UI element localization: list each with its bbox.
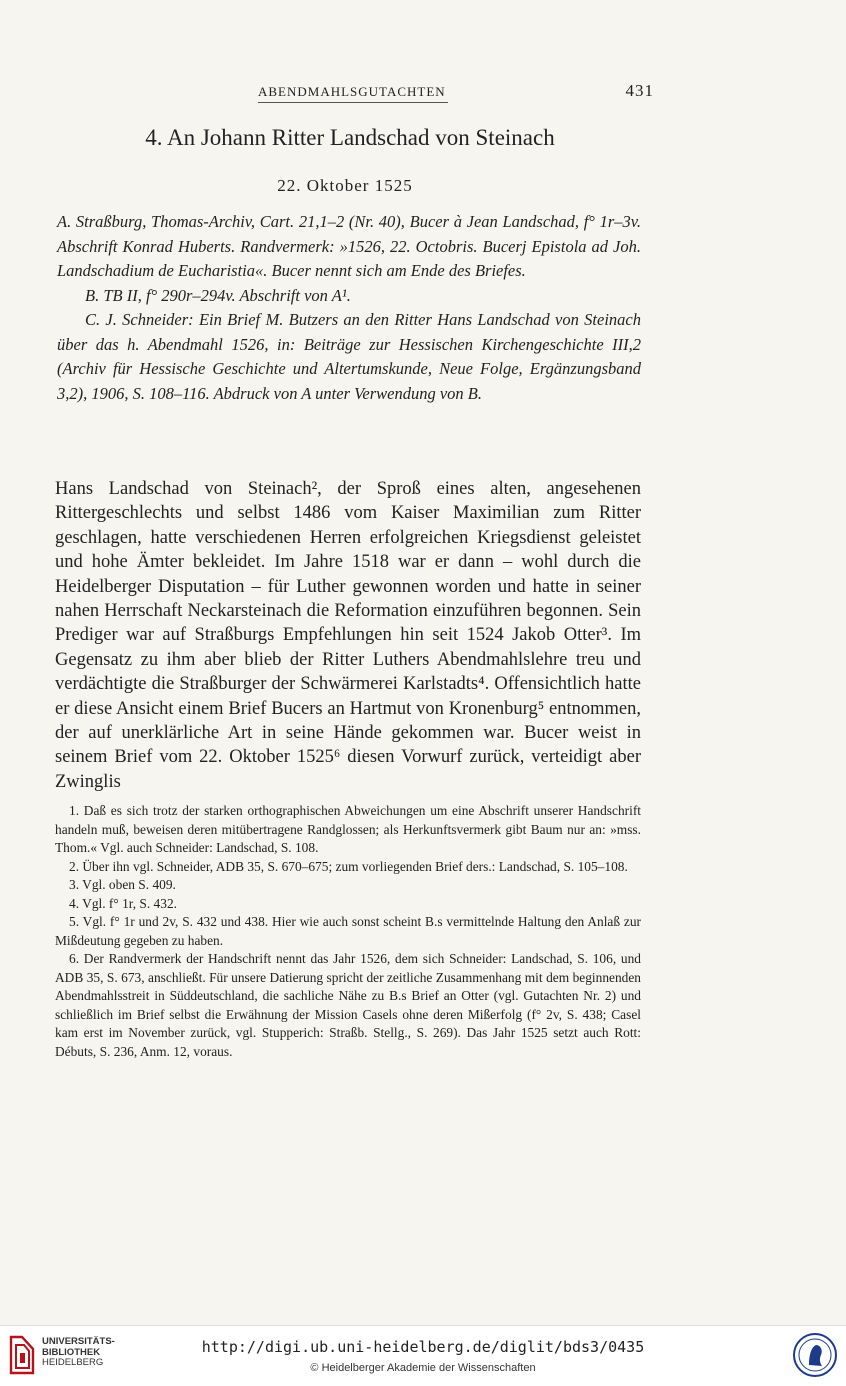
source-c: C. J. Schneider: Ein Brief M. Butzers an den Ritter Hans Landschad von Steinach über das h. Abendmahl 1526, in: Beiträge zur Hessischen Kirchengeschichte III,2 (Archiv für Hessische Geschichte und Altertumskunde, Neue Folge, Ergänzungsband 3,2), 1906, S. 108–116. Abdruck von A unter Verwendung von B.	[57, 310, 641, 403]
footnote-6: 6. Der Randvermerk der Handschrift nennt das Jahr 1526, dem sich Schneider: Landschad, S. 106, und ADB 35, S. 673, anschließt. Für unsere Datierung spricht der zeitliche Zusammenhang mit dem beginnenden Abendmahlsstreit in Süddeutschland, die sachliche Nähe zu B.s Brief an Otter (vgl. Gutachten Nr. 2) und schließlich im Brief selbst die Erwähnung der Mission Casels ohne deren Mißerfolg (f° 2v, S. 438; Casel kam erst im November zurück, vgl. Stupperich: Straßb. Stellg., S. 269). Das Jahr 1525 setzt auch Rott: Débuts, S. 236, Anm. 12, voraus.	[55, 951, 641, 1059]
document-date: 22. Oktober 1525	[277, 176, 413, 195]
academy-seal-icon[interactable]	[792, 1332, 838, 1378]
copyright-notice: © Heidelberger Akademie der Wissenschaften	[310, 1362, 536, 1374]
document-title: 4. An Johann Ritter Landschad von Steinach	[145, 125, 555, 150]
running-title-rule	[258, 102, 448, 103]
running-title: ABENDMAHLSGUTACHTEN	[258, 84, 446, 99]
page-number: 431	[625, 81, 654, 100]
main-text	[55, 477, 641, 794]
footnote-2: 2. Über ihn vgl. Schneider, ADB 35, S. 670–675; zum vorliegenden Brief ders.: Landschad, S. 105–108.	[69, 858, 628, 874]
library-name-line-3: HEIDELBERG	[42, 1357, 104, 1368]
permalink-url[interactable]: http://digi.ub.uni-heidelberg.de/diglit/bds3/0435	[201, 1338, 645, 1356]
body-paragraph: Hans Landschad von Steinach², der Sproß eines alten, angesehenen Rittergeschlechts und selbst 1486 vom Kaiser Maximilian zum Ritter geschlagen, hatte verschiedenen Herren erfolgreichen Kriegsdienst geleistet und hohe Ämter bekleidet. Im Jahre 1518 war er dann – wohl durch die Heidelberger Disputation – für Luther gewonnen worden und hatte in seiner nahen Herrschaft Neckarsteinach die Reformation einzuführen begonnen. Sein Prediger war auf Straßburgs Empfehlungen hin seit 1524 Jakob Otter³. Im Gegensatz zu ihm aber blieb der Ritter Luthers Abendmahlslehre treu und verdächtigte die Straßburger der Schwärmerei Karlstadts⁴. Offensichtlich hatte er diese Ansicht einem Brief Bucers an Hartmut von Kronenburg⁵ entnommen, der auf unerklärliche Art in seine Hände gekommen war. Bucer weist in seinem Brief vom 22. Oktober 1525⁶ diesen Vorwurf zurück, verteidigt aber Zwinglis	[55, 479, 641, 792]
footnote-3: 3. Vgl. oben S. 409.	[69, 877, 176, 892]
footnote-1: 1. Daß es sich trotz der starken orthographischen Abweichungen um eine Abschrift unserer Handschrift handeln muß, beweisen deren mitübertragene Randglossen; als Herkunftsvermerk gibt Baum nur an: »mss. Thom.« Vgl. auch Schneider: Landschad, S. 108.	[55, 803, 641, 855]
viewer-footer	[0, 1325, 846, 1386]
library-name-line-2: BIBLIOTHEK	[42, 1346, 101, 1358]
source-apparatus	[57, 210, 641, 406]
running-head	[0, 81, 846, 104]
footnote-4: 4. Vgl. f° 1r, S. 432.	[69, 895, 177, 911]
source-b: B. TB II, f° 290r–294v. Abschrift von A¹.	[85, 285, 351, 305]
source-a: A. Straßburg, Thomas-Archiv, Cart. 21,1–2 (Nr. 40), Bucer à Jean Landschad, f° 1r–3v. Abschrift Konrad Huberts. Randvermerk: »1526, 22. Octobris. Bucerj Epistola ad Joh. Landschadium de Eucharistia«. Bucer nennt sich am Ende des Briefes.	[57, 212, 641, 280]
library-name-line-1: UNIVERSITÄTS-	[42, 1336, 115, 1347]
footnotes	[55, 802, 641, 1061]
footnote-5: 5. Vgl. f° 1r und 2v, S. 432 und 438. Hier wie auch sonst scheint B.s vermittelnde Haltung den Anlaß zur Mißdeutung gegeben zu haben.	[55, 914, 641, 948]
